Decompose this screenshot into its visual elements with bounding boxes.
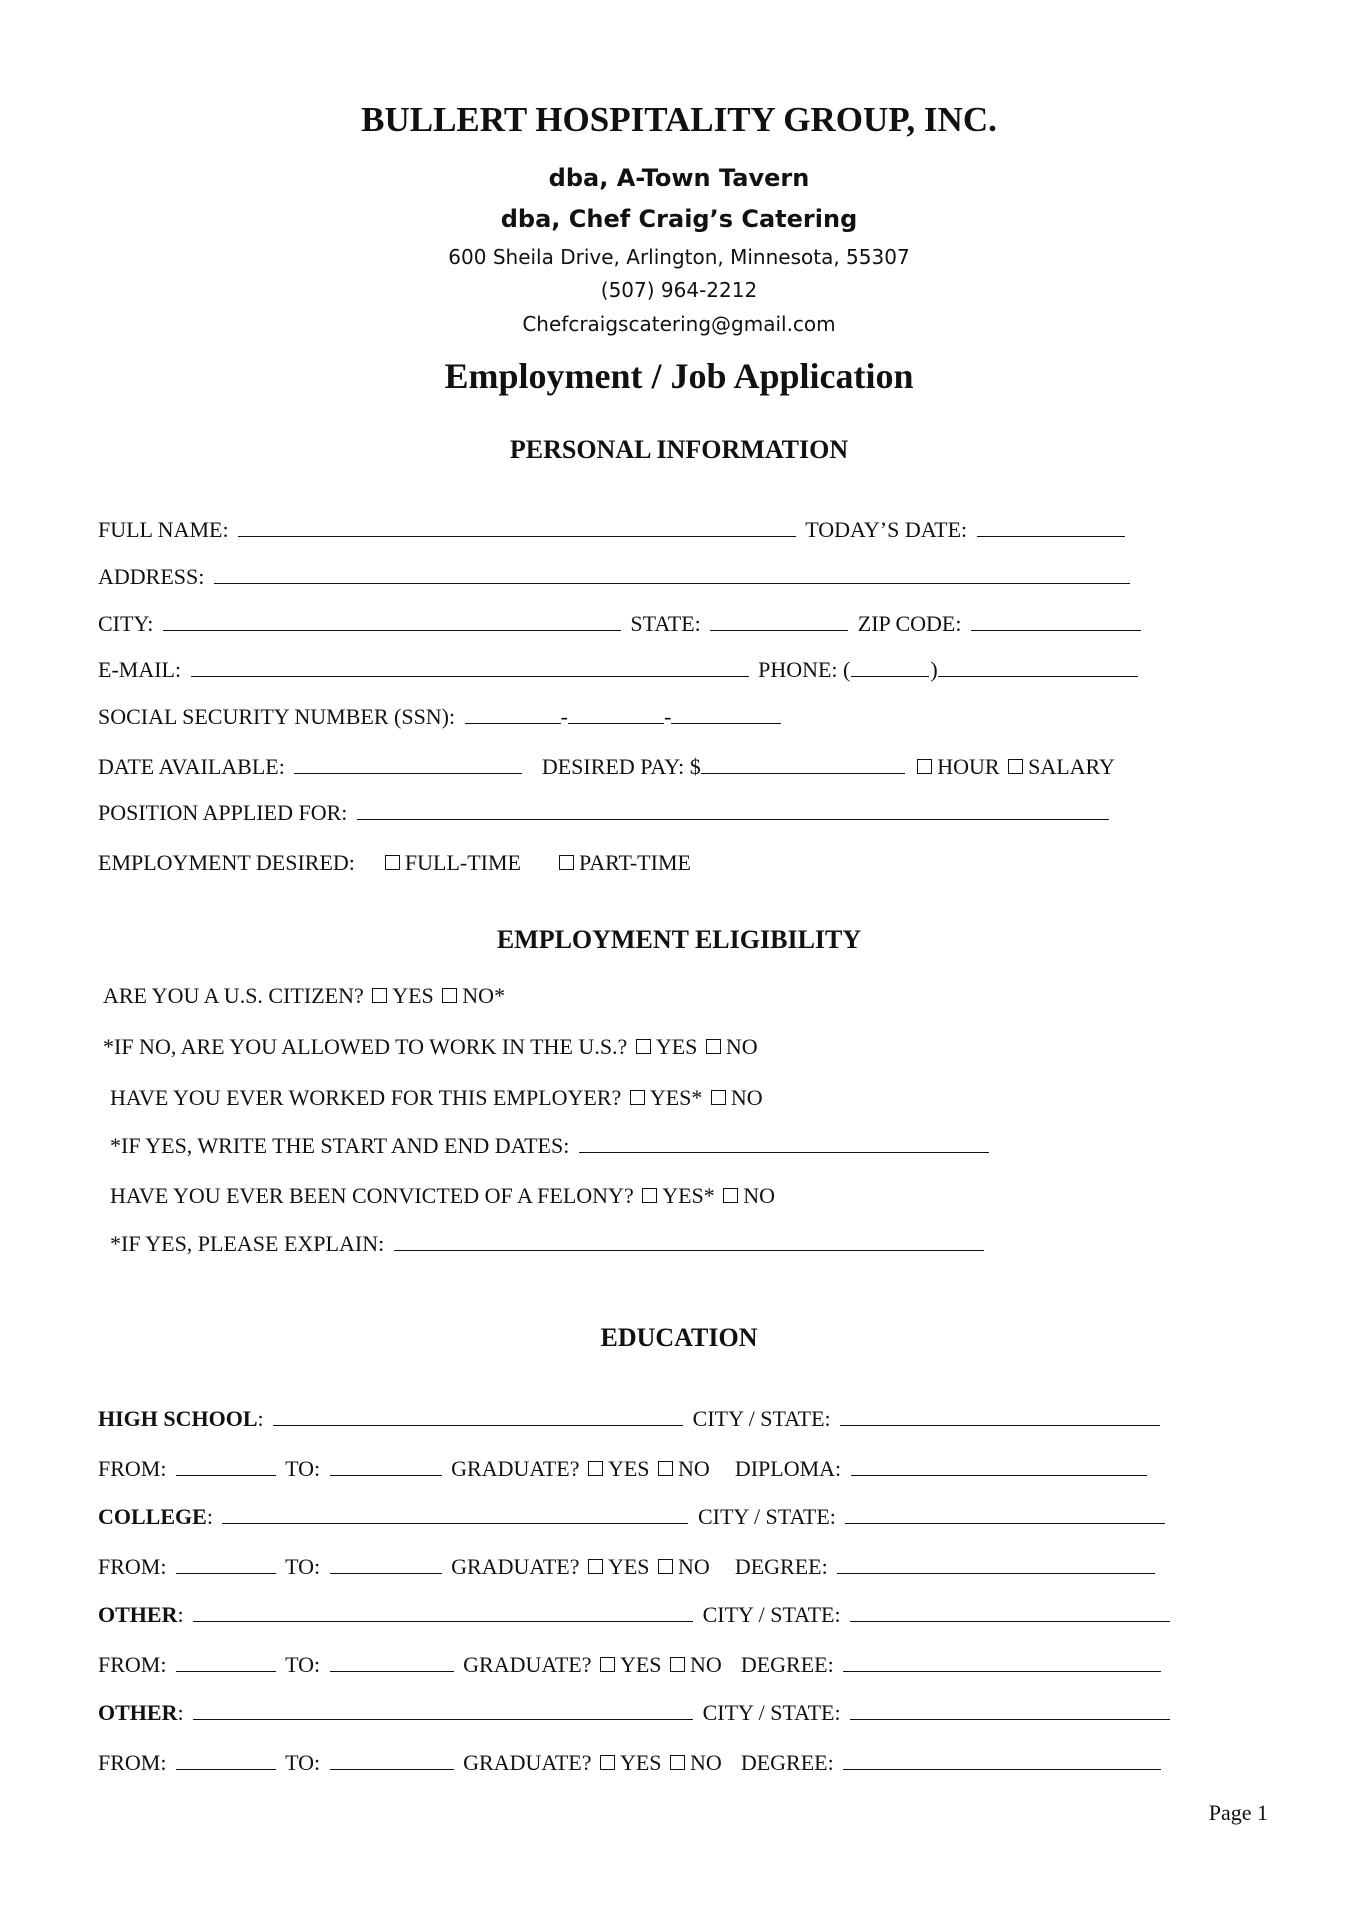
phone-area-code-field[interactable] xyxy=(851,656,929,677)
dba-a-town-tavern: dba, A-Town Tavern xyxy=(548,164,810,192)
other-1-graduate-yes-label: YES xyxy=(619,1652,662,1677)
worked-no-label: NO xyxy=(730,1085,763,1110)
hs-from-field[interactable] xyxy=(176,1455,276,1476)
felony-row xyxy=(110,1182,775,1210)
hs-diploma-field[interactable] xyxy=(851,1455,1147,1476)
hs-from-label: FROM: xyxy=(98,1456,167,1481)
other-1-dates-row xyxy=(98,1651,1165,1679)
employment-desired-row xyxy=(98,849,691,877)
position-label: POSITION APPLIED FOR: xyxy=(98,800,348,825)
ssn-dash-2: - xyxy=(663,704,672,729)
zip-label: ZIP CODE: xyxy=(857,611,962,636)
other-2-label: OTHER xyxy=(98,1700,178,1725)
allowed-to-work-row xyxy=(103,1033,758,1061)
other-2-row xyxy=(98,1699,1174,1727)
felony-explain-field[interactable] xyxy=(394,1230,984,1251)
worked-yes-label: YES* xyxy=(649,1085,703,1110)
other-1-colon: : xyxy=(177,1602,184,1627)
zip-field[interactable] xyxy=(971,610,1141,631)
other-2-dates-row xyxy=(98,1749,1165,1777)
hour-label: HOUR xyxy=(937,754,1000,779)
position-field[interactable] xyxy=(357,799,1109,820)
other-1-to-label: TO: xyxy=(285,1652,321,1677)
form-title: Employment / Job Application xyxy=(444,356,914,396)
hs-graduate-no-label: NO xyxy=(678,1456,710,1481)
company-name: BULLERT HOSPITALITY GROUP, INC. xyxy=(361,100,997,139)
part-time-label: PART-TIME xyxy=(578,850,691,875)
college-label: COLLEGE xyxy=(98,1504,207,1529)
todays-date-label: TODAY’S DATE: xyxy=(805,517,968,542)
high-school-label: HIGH SCHOOL xyxy=(98,1406,258,1431)
date-available-field[interactable] xyxy=(294,753,522,774)
high-school-field[interactable] xyxy=(273,1405,683,1426)
felony-explain-row xyxy=(110,1230,988,1258)
full-name-label: FULL NAME: xyxy=(98,517,229,542)
phone-number-field[interactable] xyxy=(938,656,1138,677)
city-label: CITY: xyxy=(98,611,154,636)
other-1-graduate-no-checkbox[interactable] xyxy=(670,1657,685,1672)
address-field[interactable] xyxy=(214,563,1130,584)
other-2-degree-label: DEGREE: xyxy=(740,1750,834,1775)
other-1-to-field[interactable] xyxy=(330,1651,454,1672)
citizen-yes-label: YES xyxy=(392,983,434,1008)
desired-pay-field[interactable] xyxy=(701,753,905,774)
employment-eligibility-heading: EMPLOYMENT ELIGIBILITY xyxy=(496,925,862,954)
college-row xyxy=(98,1503,1169,1531)
state-label: STATE: xyxy=(630,611,701,636)
worked-yes-checkbox[interactable] xyxy=(630,1090,645,1105)
other-1-degree-field[interactable] xyxy=(843,1651,1161,1672)
felony-yes-label: YES* xyxy=(662,1183,715,1208)
other-1-from-label: FROM: xyxy=(98,1652,167,1677)
other-2-city-state-field[interactable] xyxy=(850,1699,1170,1720)
hs-graduate-label: GRADUATE? xyxy=(451,1456,580,1481)
phone-label: PHONE: ( xyxy=(758,657,851,682)
other-1-graduate-yes-checkbox[interactable] xyxy=(600,1657,615,1672)
felony-explain-question: *IF YES, PLEASE EXPLAIN: xyxy=(110,1231,385,1256)
salary-label: SALARY xyxy=(1028,754,1115,779)
college-graduate-yes-label: YES xyxy=(607,1554,650,1579)
ssn-part1-field[interactable] xyxy=(465,703,561,724)
worked-before-question: HAVE YOU EVER WORKED FOR THIS EMPLOYER? xyxy=(110,1085,622,1110)
work-dates-field[interactable] xyxy=(579,1132,989,1153)
page-number: Page 1 xyxy=(1208,1800,1268,1825)
work-dates-row xyxy=(110,1132,993,1160)
college-city-state-label: CITY / STATE: xyxy=(697,1504,836,1529)
other-1-graduate-no-label: NO xyxy=(690,1652,722,1677)
felony-no-label: NO xyxy=(743,1183,776,1208)
todays-date-field[interactable] xyxy=(977,516,1125,537)
hour-checkbox[interactable] xyxy=(917,759,932,774)
felony-no-checkbox[interactable] xyxy=(723,1188,738,1203)
allowed-no-label: NO xyxy=(725,1034,758,1059)
high-school-city-state-label: CITY / STATE: xyxy=(692,1406,831,1431)
college-degree-label: DEGREE: xyxy=(734,1554,828,1579)
other-2-to-label: TO: xyxy=(285,1750,321,1775)
other-2-graduate-no-label: NO xyxy=(690,1750,722,1775)
high-school-dates-row xyxy=(98,1455,1151,1483)
other-1-from-field[interactable] xyxy=(176,1651,276,1672)
other-2-graduate-yes-label: YES xyxy=(619,1750,662,1775)
citizen-question: ARE YOU A U.S. CITIZEN? xyxy=(103,983,364,1008)
work-dates-question: *IF YES, WRITE THE START AND END DATES: xyxy=(110,1133,570,1158)
other-1-degree-label: DEGREE: xyxy=(740,1652,834,1677)
email-field[interactable] xyxy=(191,656,749,677)
other-2-to-field[interactable] xyxy=(330,1749,454,1770)
college-city-state-field[interactable] xyxy=(845,1503,1165,1524)
citizen-no-label: NO* xyxy=(462,983,506,1008)
citizen-no-checkbox[interactable] xyxy=(442,988,457,1003)
full-time-label: FULL-TIME xyxy=(404,850,521,875)
employment-desired-label: EMPLOYMENT DESIRED: xyxy=(98,850,355,875)
college-field[interactable] xyxy=(222,1503,688,1524)
full-name-field[interactable] xyxy=(238,516,796,537)
date-available-label: DATE AVAILABLE: xyxy=(98,754,285,779)
ssn-label: SOCIAL SECURITY NUMBER (SSN): xyxy=(98,704,456,729)
felony-question: HAVE YOU EVER BEEN CONVICTED OF A FELONY? xyxy=(110,1183,634,1208)
citizen-yes-checkbox[interactable] xyxy=(372,988,387,1003)
high-school-colon: : xyxy=(257,1406,264,1431)
college-to-field[interactable] xyxy=(330,1553,442,1574)
other-2-field[interactable] xyxy=(193,1699,693,1720)
ssn-row xyxy=(98,703,785,731)
allowed-to-work-question: *IF NO, ARE YOU ALLOWED TO WORK IN THE U.S.? xyxy=(103,1034,628,1059)
position-row xyxy=(98,799,1113,827)
college-graduate-label: GRADUATE? xyxy=(451,1554,580,1579)
allowed-no-checkbox[interactable] xyxy=(706,1039,721,1054)
phone-close-paren: ) xyxy=(930,657,938,682)
other-1-city-state-label: CITY / STATE: xyxy=(702,1602,841,1627)
worked-no-checkbox[interactable] xyxy=(711,1090,726,1105)
email-label: E-MAIL: xyxy=(98,657,182,682)
other-1-field[interactable] xyxy=(193,1601,693,1622)
address-row xyxy=(98,563,1134,591)
ssn-part2-field[interactable] xyxy=(568,703,664,724)
college-from-label: FROM: xyxy=(98,1554,167,1579)
college-colon: : xyxy=(206,1504,213,1529)
worked-before-row xyxy=(110,1084,763,1112)
date-available-row xyxy=(98,753,1115,781)
high-school-row xyxy=(98,1405,1164,1433)
personal-information-heading: PERSONAL INFORMATION xyxy=(509,435,849,464)
other-1-row xyxy=(98,1601,1174,1629)
other-2-colon: : xyxy=(177,1700,184,1725)
other-1-label: OTHER xyxy=(98,1602,178,1627)
hs-to-label: TO: xyxy=(285,1456,321,1481)
high-school-city-state-field[interactable] xyxy=(840,1405,1160,1426)
hs-graduate-yes-label: YES xyxy=(607,1456,650,1481)
company-email: Chefcraigscatering@gmail.com xyxy=(522,312,836,336)
citizen-row xyxy=(103,982,505,1010)
allowed-yes-label: YES xyxy=(655,1034,698,1059)
other-2-city-state-label: CITY / STATE: xyxy=(702,1700,841,1725)
state-field[interactable] xyxy=(710,610,848,631)
desired-pay-label: DESIRED PAY: $ xyxy=(541,754,701,779)
city-row xyxy=(98,610,1145,638)
dba-chef-craigs-catering: dba, Chef Craig’s Catering xyxy=(500,205,858,233)
company-phone: (507) 964-2212 xyxy=(600,278,758,302)
other-2-degree-field[interactable] xyxy=(843,1749,1161,1770)
other-2-graduate-label: GRADUATE? xyxy=(463,1750,592,1775)
hs-to-field[interactable] xyxy=(330,1455,442,1476)
full-name-row xyxy=(98,516,1129,544)
other-2-from-field[interactable] xyxy=(176,1749,276,1770)
college-to-label: TO: xyxy=(285,1554,321,1579)
email-row xyxy=(98,656,1142,684)
salary-checkbox[interactable] xyxy=(1008,759,1023,774)
city-field[interactable] xyxy=(163,610,621,631)
college-dates-row xyxy=(98,1553,1159,1581)
college-degree-field[interactable] xyxy=(837,1553,1155,1574)
address-label: ADDRESS: xyxy=(98,564,205,589)
hs-graduate-no-checkbox[interactable] xyxy=(658,1461,673,1476)
other-1-graduate-label: GRADUATE? xyxy=(463,1652,592,1677)
other-1-city-state-field[interactable] xyxy=(850,1601,1170,1622)
full-time-checkbox[interactable] xyxy=(385,855,400,870)
felony-yes-checkbox[interactable] xyxy=(642,1188,657,1203)
hs-graduate-yes-checkbox[interactable] xyxy=(588,1461,603,1476)
company-address: 600 Sheila Drive, Arlington, Minnesota, 55307 xyxy=(448,245,910,269)
hs-diploma-label: DIPLOMA: xyxy=(734,1456,842,1481)
ssn-part3-field[interactable] xyxy=(671,703,781,724)
college-graduate-no-label: NO xyxy=(678,1554,710,1579)
college-graduate-yes-checkbox[interactable] xyxy=(588,1559,603,1574)
college-graduate-no-checkbox[interactable] xyxy=(658,1559,673,1574)
other-2-from-label: FROM: xyxy=(98,1750,167,1775)
other-2-graduate-no-checkbox[interactable] xyxy=(670,1755,685,1770)
other-2-graduate-yes-checkbox[interactable] xyxy=(600,1755,615,1770)
allowed-yes-checkbox[interactable] xyxy=(636,1039,651,1054)
ssn-dash-1: - xyxy=(560,704,568,729)
college-from-field[interactable] xyxy=(176,1553,276,1574)
part-time-checkbox[interactable] xyxy=(559,855,574,870)
education-heading: EDUCATION xyxy=(600,1323,758,1352)
